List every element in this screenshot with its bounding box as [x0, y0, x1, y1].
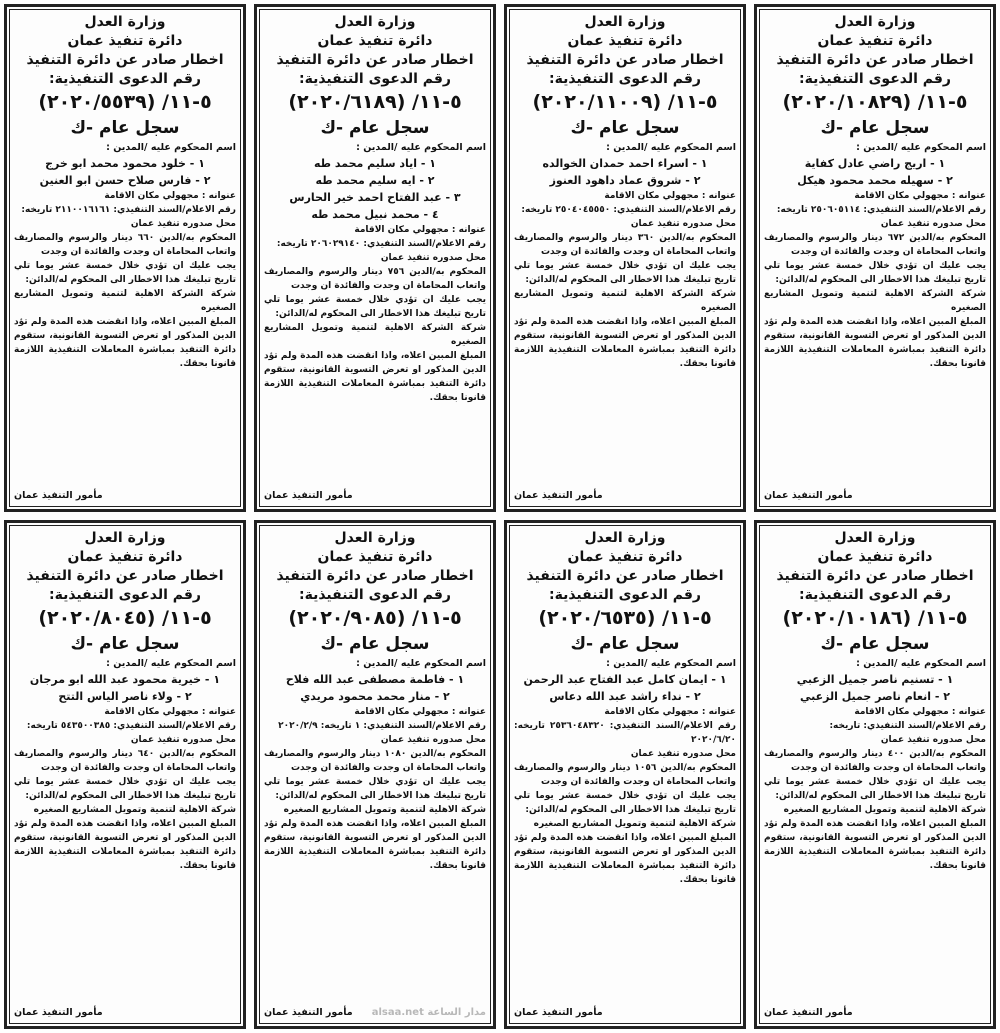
address: عنوانه : مجهولي مكان الاقامة	[104, 191, 236, 201]
department-heading: دائرة تنفيذ عمان	[817, 33, 933, 49]
case-number: ٥-١١/ (٢٠٢٠/٩٠٨٥)	[288, 607, 462, 629]
ministry-heading: وزارة العدل	[334, 530, 416, 546]
creditor: شركة الشركة الاهلية لتنمية وتمويل المشاريع الصغيره	[514, 289, 736, 313]
execution-notice	[254, 520, 496, 1029]
case-number: ٥-١١/ (٢٠٢٠/١٠١٨٦)	[782, 607, 968, 629]
execution-notice	[504, 520, 746, 1029]
debtor-name: ٢ - ايه سليم محمد طه	[315, 174, 435, 187]
case-label: رقم الدعوى التنفيذية:	[299, 71, 451, 87]
document-number: رقم الاعلام/السند التنفيذي: ١ تاريخه: ٢٠٢٠/٢/٩	[278, 721, 486, 731]
amount: المحكوم به/الدين ٦٦٠ دينار والرسوم والمصاريف واتعاب المحاماة ان وجدت والفائدة ان وجدت	[14, 233, 236, 257]
case-number: ٥-١١/ (٢٠٢٠/٦٥٣٥)	[538, 607, 712, 629]
debtor-name: ١ - اسراء احمد حمدان الخوالده	[542, 157, 708, 170]
signature: مأمور التنفيذ عمان	[14, 1007, 103, 1018]
ministry-heading: وزارة العدل	[84, 14, 166, 30]
closing-text: المبلغ المبين اعلاه، واذا انقضت هذه المدة ولم تؤد الدين المذكور او تعرض التسوية القانونية، ستقوم دائرة التنفيذ بمباشرة المعاملات التنفيذية اللازمة قانونا بحقك.	[514, 317, 736, 369]
creditor: شركة الاهلية لتنمية وتمويل المشاريع الصغيره	[283, 805, 486, 815]
debtor-label: اسم المحكوم عليه /المدين :	[106, 658, 236, 669]
notice-cell	[750, 516, 1000, 1033]
signature-row	[514, 1006, 736, 1020]
debtor-label: اسم المحكوم عليه /المدين :	[606, 658, 736, 669]
register-label: سجل عام -ك	[820, 634, 930, 654]
notice-cell	[0, 516, 250, 1033]
amount: المحكوم به/الدين ٤٠٠ دينار والرسوم والمصاريف واتعاب المحاماة ان وجدت والفائدة ان وجدت	[764, 749, 986, 773]
closing-text: المبلغ المبين اعلاه، واذا انقضت هذه المدة ولم تؤد الدين المذكور او تعرض التسوية القانونية، ستقوم دائرة التنفيذ بمباشرة المعاملات التنفيذية اللازمة قانونا بحقك.	[764, 819, 986, 871]
case-label: رقم الدعوى التنفيذية:	[549, 71, 701, 87]
department-heading: دائرة تنفيذ عمان	[817, 549, 933, 565]
ministry-heading: وزارة العدل	[584, 530, 666, 546]
creditor: شركة الاهلية لتنمية وتمويل المشاريع الصغيره	[33, 805, 236, 815]
signature-row	[14, 1006, 236, 1020]
notice-cell	[0, 0, 250, 516]
closing-text: المبلغ المبين اعلاه، واذا انقضت هذه المدة ولم تؤد الدين المذكور او تعرض التسوية القانونية، ستقوم دائرة التنفيذ بمباشرة المعاملات التنفيذية اللازمة قانونا بحقك.	[514, 833, 736, 885]
closing-text: المبلغ المبين اعلاه، واذا انقضت هذه المدة ولم تؤد الدين المذكور او تعرض التسوية القانونية، ستقوم دائرة التنفيذ بمباشرة المعاملات التنفيذية اللازمة قانونا بحقك.	[264, 351, 486, 403]
signature-row	[514, 489, 736, 503]
closing-text: المبلغ المبين اعلاه، واذا انقضت هذه المدة ولم تؤد الدين المذكور او تعرض التسوية القانونية، ستقوم دائرة التنفيذ بمباشرة المعاملات التنفيذية اللازمة قانونا بحقك.	[14, 819, 236, 871]
document-number: رقم الاعلام/السند التنفيذي: ٢١١٠٠١٦١٦١ تاريخه:	[21, 205, 236, 215]
signature-row	[14, 489, 236, 503]
creditor: شركة الشركة الاهلية لتنمية وتمويل المشاريع الصغيره	[764, 289, 986, 313]
debtor-name: ٢ - نداء راشد عبد الله دعاس	[549, 690, 701, 703]
signature: مأمور التنفيذ عمان	[14, 490, 103, 501]
execution-notice	[4, 4, 246, 512]
ministry-heading: وزارة العدل	[334, 14, 416, 30]
department-heading: دائرة تنفيذ عمان	[567, 549, 683, 565]
case-number: ٥-١١/ (٢٠٢٠/١٠٨٢٩)	[782, 91, 968, 113]
register-label: سجل عام -ك	[570, 634, 680, 654]
debtor-label: اسم المحكوم عليه /المدين :	[356, 658, 486, 669]
address: عنوانه : مجهولي مكان الاقامة	[604, 191, 736, 201]
amount: المحكوم به/الدين ٦٧٢ دينار والرسوم والمصاريف واتعاب المحاماة ان وجدت والفائدة ان وجدت	[764, 233, 986, 257]
execution-notice	[504, 4, 746, 512]
case-number: ٥-١١/ (٢٠٢٠/٥٥٣٩)	[38, 91, 212, 113]
signature-row	[764, 1006, 986, 1020]
case-label: رقم الدعوى التنفيذية:	[799, 71, 951, 87]
register-label: سجل عام -ك	[70, 634, 180, 654]
debtor-label: اسم المحكوم عليه /المدين :	[856, 142, 986, 153]
issued-at: محل صدوره تنفيذ عمان	[130, 735, 236, 745]
deadline-text: يجب عليك ان تؤدي خلال خمسة عشر يوما تلي تاريخ تبليغك هذا الاخطار الى المحكوم له/الدائن:	[14, 261, 236, 285]
creditor: شركة الشركة الاهلية لتنمية وتمويل المشاريع الصغيره	[14, 289, 236, 313]
address: عنوانه : مجهولي مكان الاقامة	[354, 225, 486, 235]
notice-cell	[250, 0, 500, 516]
register-label: سجل عام -ك	[820, 118, 930, 138]
issued-at: محل صدوره تنفيذ عمان	[380, 253, 486, 263]
debtor-name: ٣ - عبد الفتاح احمد خير الحارس	[289, 191, 461, 204]
issued-at: محل صدوره تنفيذ عمان	[630, 219, 736, 229]
notice-title: اخطار صادر عن دائرة التنفيذ	[26, 52, 224, 68]
amount: المحكوم به/الدين ١٠٥٦ دينار والرسوم والمصاريف واتعاب المحاماة ان وجدت والفائدة ان وجدت	[514, 763, 737, 787]
case-number: ٥-١١/ (٢٠٢٠/٨٠٤٥)	[38, 607, 212, 629]
ministry-heading: وزارة العدل	[834, 14, 916, 30]
creditor: شركة الشركة الاهلية لتنمية وتمويل المشاريع الصغيره	[264, 323, 486, 347]
document-number: رقم الاعلام/السند التنفيذي: ٢٥٠٤٠٤٥٥٥٠ تاريخه:	[521, 205, 736, 215]
debtor-label: اسم المحكوم عليه /المدين :	[606, 142, 736, 153]
deadline-text: يجب عليك ان تؤدي خلال خمسة عشر يوما تلي تاريخ تبليغك هذا الاخطار الى المحكوم له/الدائن:	[764, 261, 986, 285]
signature: مأمور التنفيذ عمان	[264, 490, 353, 501]
address: عنوانه : مجهولي مكان الاقامة	[104, 707, 236, 717]
register-label: سجل عام -ك	[70, 118, 180, 138]
notice-title: اخطار صادر عن دائرة التنفيذ	[26, 568, 224, 584]
document-number: رقم الاعلام/السند التنفيذي: تاريخه:	[829, 721, 986, 731]
department-heading: دائرة تنفيذ عمان	[317, 549, 433, 565]
document-number: رقم الاعلام/السند التنفيذي: ٢٠٦٠٢٩١٤٠ تاريخه:	[276, 239, 486, 249]
notice-title: اخطار صادر عن دائرة التنفيذ	[526, 568, 724, 584]
issued-at: محل صدوره تنفيذ عمان	[880, 735, 986, 745]
register-label: سجل عام -ك	[570, 118, 680, 138]
signature: مأمور التنفيذ عمان	[764, 490, 853, 501]
register-label: سجل عام -ك	[320, 118, 430, 138]
watermark	[372, 1006, 486, 1020]
debtor-name: ١ - فاطمة مصطفى عبد الله فلاح	[285, 673, 465, 686]
notice-cell	[250, 516, 500, 1033]
debtor-name: ٢ - شروق عماد داهود العنوز	[549, 174, 701, 187]
debtor-name: ٤ - محمد نبيل محمد طه	[311, 208, 439, 221]
notice-title: اخطار صادر عن دائرة التنفيذ	[276, 52, 474, 68]
execution-notice	[4, 520, 246, 1029]
address: عنوانه : مجهولي مكان الاقامة	[854, 707, 986, 717]
debtor-label: اسم المحكوم عليه /المدين :	[106, 142, 236, 153]
notice-title: اخطار صادر عن دائرة التنفيذ	[276, 568, 474, 584]
case-number: ٥-١١/ (٢٠٢٠/٦١٨٩)	[288, 91, 462, 113]
debtor-name: ١ - خلود محمود محمد ابو خرج	[45, 157, 205, 170]
closing-text: المبلغ المبين اعلاه، واذا انقضت هذه المدة ولم تؤد الدين المذكور او تعرض التسوية القانونية، ستقوم دائرة التنفيذ بمباشرة المعاملات التنفيذية اللازمة قانونا بحقك.	[764, 317, 986, 369]
execution-notice	[754, 520, 996, 1029]
deadline-text: يجب عليك ان تؤدي خلال خمسة عشر يوما تلي تاريخ تبليغك هذا الاخطار الى المحكوم له/الدائن:	[514, 791, 736, 815]
notice-cell	[750, 0, 1000, 516]
debtor-name: ١ - اياد سليم محمد طه	[313, 157, 437, 170]
case-number: ٥-١١/ (٢٠٢٠/١١٠٠٩)	[532, 91, 718, 113]
notice-cell	[500, 516, 750, 1033]
document-number: رقم الاعلام/السند التنفيذي: ٢٥٠٦٠٥١١٤ تاريخه:	[776, 205, 986, 215]
debtor-name: ٢ - انعام ناصر جميل الزعبي	[800, 690, 950, 703]
case-label: رقم الدعوى التنفيذية:	[49, 71, 201, 87]
debtor-name: ٢ - ولاء ناصر الياس التتح	[58, 690, 192, 703]
case-label: رقم الدعوى التنفيذية:	[799, 587, 951, 603]
signature: مأمور التنفيذ عمان	[514, 1007, 603, 1018]
signature-row	[764, 489, 986, 503]
signature: مأمور التنفيذ عمان	[514, 490, 603, 501]
debtor-name: ١ - تسنيم ناصر جميل الزعبي	[796, 673, 954, 686]
address: عنوانه : مجهولي مكان الاقامة	[604, 707, 736, 717]
deadline-text: يجب عليك ان تؤدي خلال خمسة عشر يوما تلي تاريخ تبليغك هذا الاخطار الى المحكوم له/الدائن:	[264, 295, 486, 319]
creditor: شركة الاهلية لتنمية وتمويل المشاريع الصغيره	[533, 819, 736, 829]
deadline-text: يجب عليك ان تؤدي خلال خمسة عشر يوما تلي تاريخ تبليغك هذا الاخطار الى المحكوم له/الدائن:	[14, 777, 236, 801]
signature: مأمور التنفيذ عمان	[264, 1007, 353, 1018]
case-label: رقم الدعوى التنفيذية:	[299, 587, 451, 603]
department-heading: دائرة تنفيذ عمان	[567, 33, 683, 49]
issued-at: محل صدوره تنفيذ عمان	[630, 749, 736, 759]
debtor-label: اسم المحكوم عليه /المدين :	[856, 658, 986, 669]
issued-at: محل صدوره تنفيذ عمان	[380, 735, 486, 745]
case-label: رقم الدعوى التنفيذية:	[549, 587, 701, 603]
creditor: شركة الاهلية لتنمية وتمويل المشاريع الصغيره	[783, 805, 986, 815]
ministry-heading: وزارة العدل	[834, 530, 916, 546]
signature-row	[264, 1006, 486, 1020]
ministry-heading: وزارة العدل	[84, 530, 166, 546]
debtor-name: ٢ - سهيله محمد محمود هيكل	[797, 174, 953, 187]
ministry-heading: وزارة العدل	[584, 14, 666, 30]
amount: المحكوم به/الدين ٦٤٠ دينار والرسوم والمصاريف واتعاب المحاماة ان وجدت والفائدة ان وجدت	[14, 749, 236, 773]
closing-text: المبلغ المبين اعلاه، واذا انقضت هذه المدة ولم تؤد الدين المذكور او تعرض التسوية القانونية، ستقوم دائرة التنفيذ بمباشرة المعاملات التنفيذية اللازمة قانونا بحقك.	[14, 317, 236, 369]
execution-notice	[754, 4, 996, 512]
case-label: رقم الدعوى التنفيذية:	[49, 587, 201, 603]
amount: المحكوم به/الدين ٧٥٦ دينار والرسوم والمصاريف واتعاب المحاماة ان وجدت والفائدة ان وجدت	[264, 267, 486, 291]
amount: المحكوم به/الدين ٣٦٠ دينار والرسوم والمصاريف واتعاب المحاماة ان وجدت والفائدة ان وجدت	[514, 233, 736, 257]
debtor-name: ١ - اريج راضي عادل كفاية	[804, 157, 946, 170]
watermark-arabic: مدار الساعة	[427, 1007, 486, 1018]
closing-text: المبلغ المبين اعلاه، واذا انقضت هذه المدة ولم تؤد الدين المذكور او تعرض التسوية القانونية، ستقوم دائرة التنفيذ بمباشرة المعاملات التنفيذية اللازمة قانونا بحقك.	[264, 819, 486, 871]
debtor-name: ١ - ايمان كامل عبد الفتاح عبد الرحمن	[523, 673, 727, 686]
address: عنوانه : مجهولي مكان الاقامة	[854, 191, 986, 201]
document-number: رقم الاعلام/السند التنفيذي: ٢٥٣٦٠٤٨٣٢٠ تاريخه: ٢٠٢٠/٦/٢٠	[514, 721, 736, 745]
debtor-label: اسم المحكوم عليه /المدين :	[356, 142, 486, 153]
deadline-text: يجب عليك ان تؤدي خلال خمسة عشر يوما تلي تاريخ تبليغك هذا الاخطار الى المحكوم له/الدائن:	[764, 777, 986, 801]
debtor-name: ٢ - منار محمد محمود مريدي	[300, 690, 450, 703]
signature: مأمور التنفيذ عمان	[764, 1007, 853, 1018]
notice-title: اخطار صادر عن دائرة التنفيذ	[776, 52, 974, 68]
department-heading: دائرة تنفيذ عمان	[67, 33, 183, 49]
notice-title: اخطار صادر عن دائرة التنفيذ	[776, 568, 974, 584]
document-number: رقم الاعلام/السند التنفيذي: ٥٤٣٥٠٠٣٨٥ تاريخه:	[26, 721, 236, 731]
notice-title: اخطار صادر عن دائرة التنفيذ	[526, 52, 724, 68]
department-heading: دائرة تنفيذ عمان	[317, 33, 433, 49]
debtor-name: ٢ - فارس صلاح حسن ابو العنين	[39, 174, 211, 187]
department-heading: دائرة تنفيذ عمان	[67, 549, 183, 565]
issued-at: محل صدوره تنفيذ عمان	[880, 219, 986, 229]
amount: المحكوم به/الدين ١٠٨٠ دينار والرسوم والمصاريف واتعاب المحاماة ان وجدت والفائدة ان وجدت	[264, 749, 487, 773]
issued-at: محل صدوره تنفيذ عمان	[130, 219, 236, 229]
address: عنوانه : مجهولي مكان الاقامة	[354, 707, 486, 717]
watermark-latin: alsaa.net	[371, 1007, 424, 1018]
deadline-text: يجب عليك ان تؤدي خلال خمسة عشر يوما تلي تاريخ تبليغك هذا الاخطار الى المحكوم له/الدائن:	[514, 261, 736, 285]
execution-notice	[254, 4, 496, 512]
debtor-name: ١ - خيرية محمود عبد الله ابو مرجان	[29, 673, 221, 686]
deadline-text: يجب عليك ان تؤدي خلال خمسة عشر يوما تلي تاريخ تبليغك هذا الاخطار الى المحكوم له/الدائن:	[264, 777, 486, 801]
register-label: سجل عام -ك	[320, 634, 430, 654]
notice-cell	[500, 0, 750, 516]
signature-row	[264, 489, 486, 503]
